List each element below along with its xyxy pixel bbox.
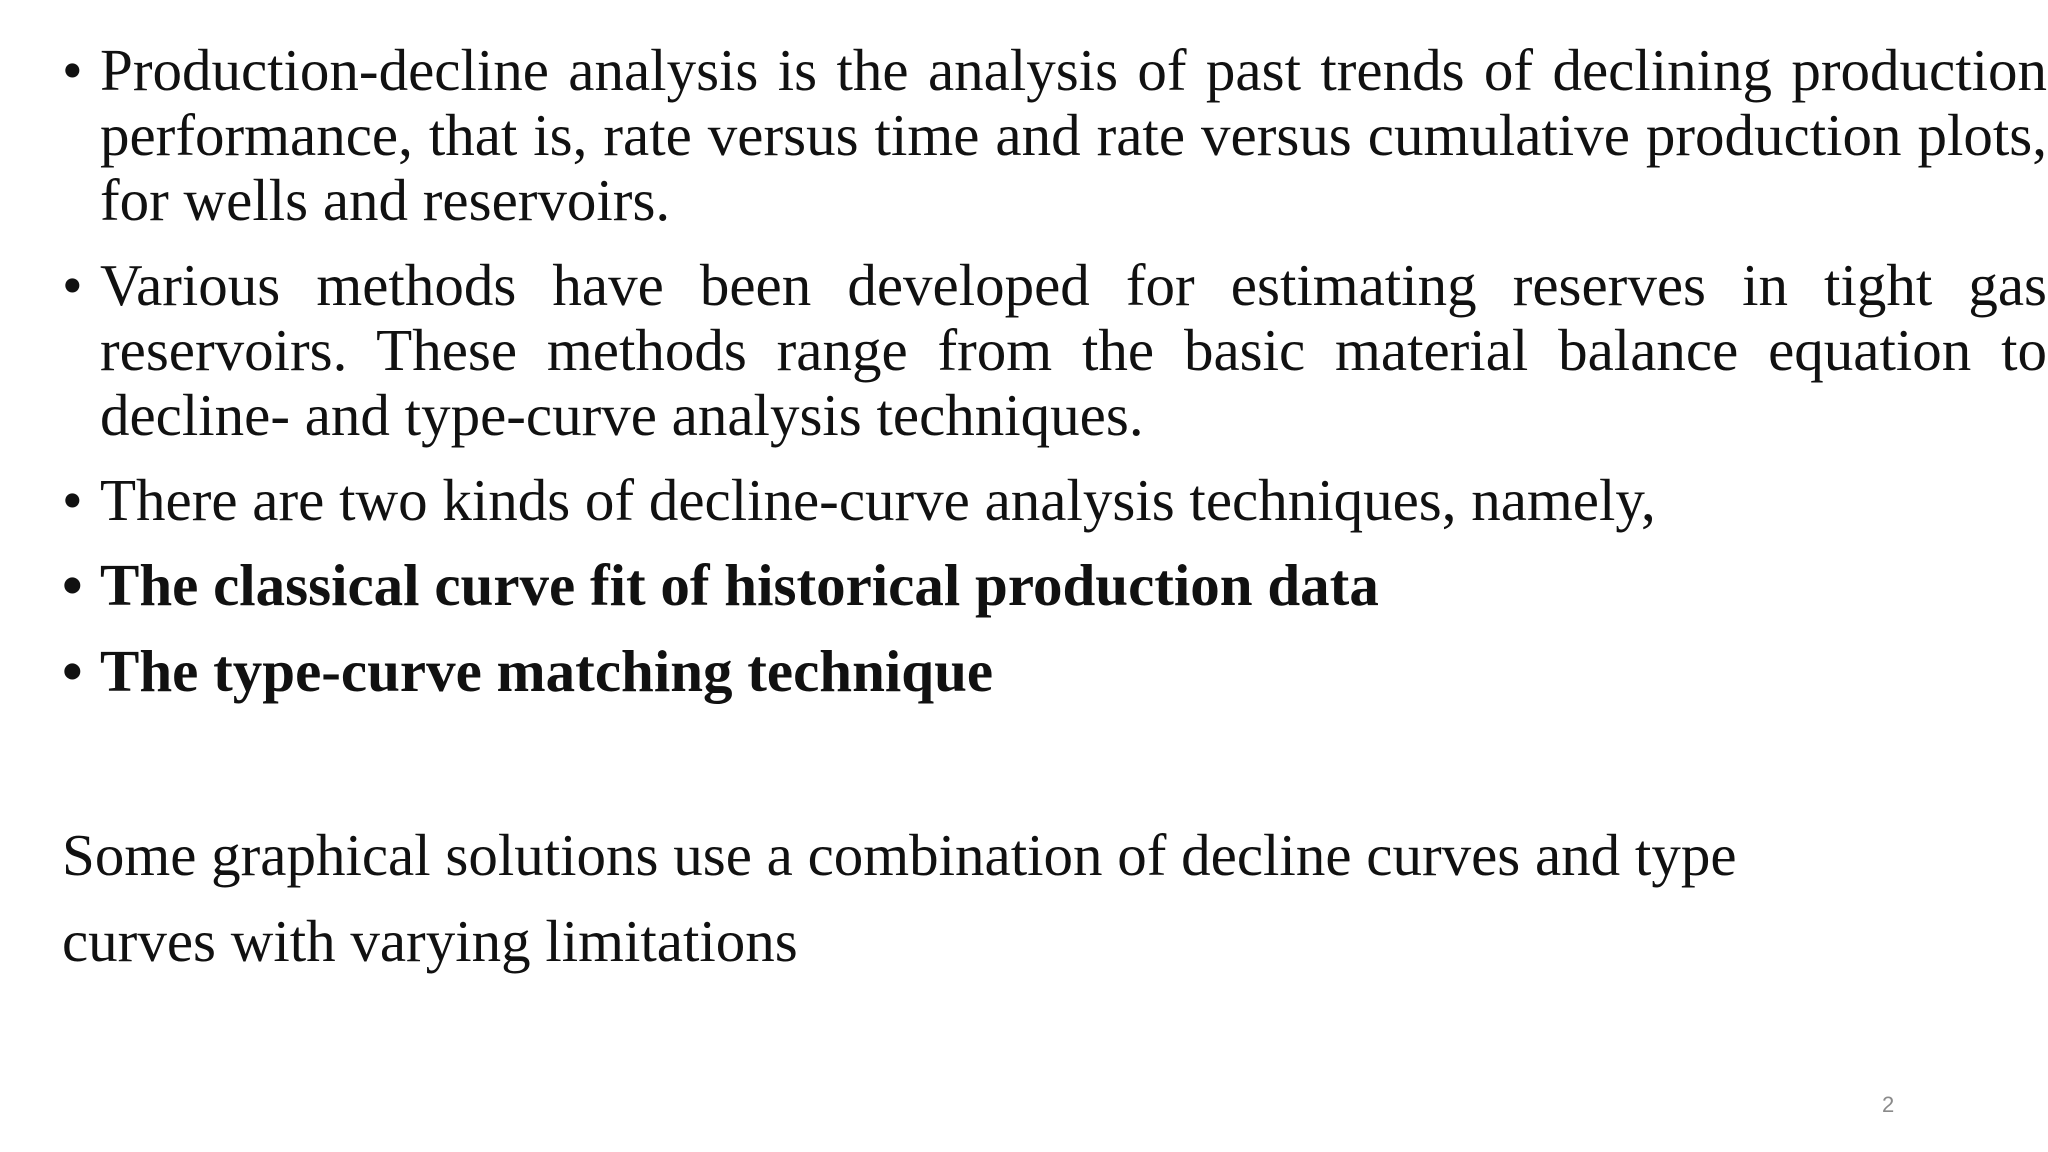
bullet-text: Various methods have been developed for estimating reserves in tight gas reservoirs. These methods range from the basic material balance equation to decline- and type-curve analysis techniques. — [100, 252, 2047, 448]
bullet-item-classical-curve-fit — [62, 553, 2047, 618]
bullet-item-two-kinds — [62, 468, 2047, 533]
bullet-icon: • — [62, 37, 83, 103]
bullet-item-production-decline — [62, 38, 2047, 233]
bullet-text: The classical curve fit of historical production data — [100, 552, 1379, 618]
bullet-item-type-curve-matching — [62, 639, 2047, 704]
summary-note — [62, 812, 1962, 984]
bullet-text: Production-decline analysis is the analysis of past trends of declining production performance, that is, rate versus time and rate versus cumulative production plots, for wells and reservoirs. — [100, 37, 2047, 233]
bullet-item-various-methods — [62, 253, 2047, 448]
bullet-icon: • — [62, 252, 83, 318]
summary-note-line: Some graphical solutions use a combination of decline curves and type — [62, 822, 1737, 888]
summary-note-line: curves with varying limitations — [62, 908, 798, 974]
bullet-list — [62, 38, 2047, 725]
bullet-icon: • — [62, 552, 83, 618]
bullet-icon: • — [62, 467, 83, 533]
bullet-text: There are two kinds of decline-curve analysis techniques, namely, — [100, 467, 1656, 533]
bullet-icon: • — [62, 638, 83, 704]
bullet-text: The type-curve matching technique — [100, 638, 994, 704]
page-number: 2 — [1882, 1092, 1895, 1117]
